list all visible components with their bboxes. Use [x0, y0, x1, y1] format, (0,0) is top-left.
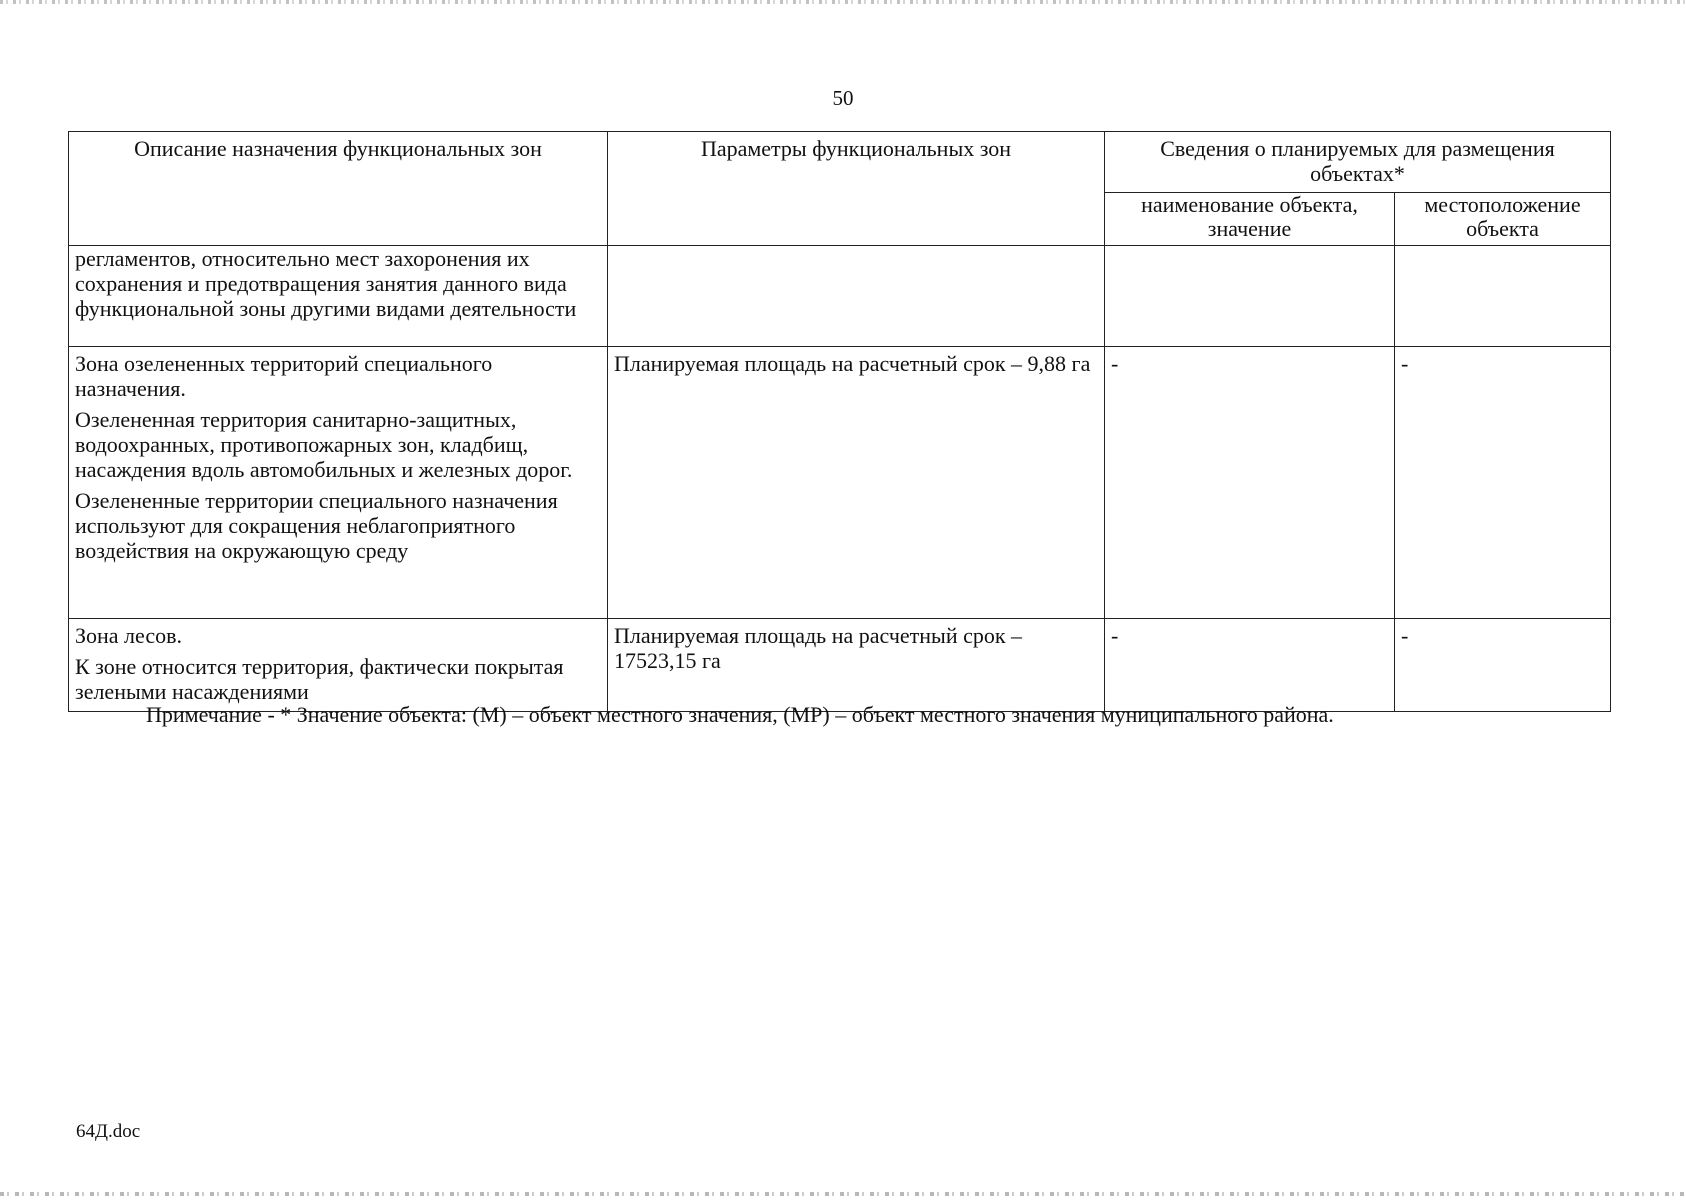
header-parameters: Параметры функциональных зон: [608, 132, 1105, 246]
object-name: -: [1105, 347, 1395, 619]
object-name: -: [1105, 619, 1395, 712]
table-footnote: Примечание - * Значение объекта: (М) – объект местного значения, (МР) – объект местного значения муниципального района.: [146, 702, 1334, 727]
footer-filename: 64Д.doc: [76, 1121, 141, 1142]
scan-edge-bottom: [0, 1192, 1686, 1196]
zone-parameters: Планируемая площадь на расчетный срок – 17523,15 га: [608, 619, 1105, 712]
zone-parameters: [608, 246, 1105, 347]
zone-description: [69, 347, 608, 619]
header-object-name: наименование объекта, значение: [1105, 193, 1395, 246]
description-paragraph: Озелененная территория санитарно-защитных, водоохранных, противопожарных зон, кладбищ, насаждения вдоль автомобильных и железных дорог.: [75, 407, 573, 482]
object-location: -: [1395, 619, 1611, 712]
header-planned-objects: Сведения о планируемых для размещения объектах*: [1105, 132, 1611, 193]
description-paragraph: Зона озелененных территорий специального назначения.: [75, 351, 493, 401]
functional-zones-table: [68, 131, 1611, 712]
table-row: [69, 347, 1611, 619]
object-location: [1395, 246, 1611, 347]
scan-edge-top: [0, 0, 1686, 4]
table-row: [69, 246, 1611, 347]
header-description: Описание назначения функциональных зон: [69, 132, 608, 246]
object-name: [1105, 246, 1395, 347]
description-paragraph: Озелененные территории специального назначения используют для сокращения неблагоприятного воздействия на окружающую среду: [75, 488, 558, 563]
description-paragraph: Зона лесов.: [75, 623, 183, 648]
zone-parameters: Планируемая площадь на расчетный срок – 9,88 га: [608, 347, 1105, 619]
header-object-location: местоположение объекта: [1395, 193, 1611, 246]
page-number: 50: [832, 86, 854, 110]
object-location: -: [1395, 347, 1611, 619]
table-row: [69, 619, 1611, 712]
zone-description: [69, 619, 608, 712]
description-paragraph: регламентов, относительно мест захоронения их сохранения и предотвращения занятия данного вида функциональной зоны другими видами деятельности: [75, 246, 577, 321]
scan-artifact: [65, 40, 105, 46]
zone-description: [69, 246, 608, 347]
description-paragraph: К зоне относится территория, фактически покрытая зелеными насаждениями: [75, 654, 564, 704]
